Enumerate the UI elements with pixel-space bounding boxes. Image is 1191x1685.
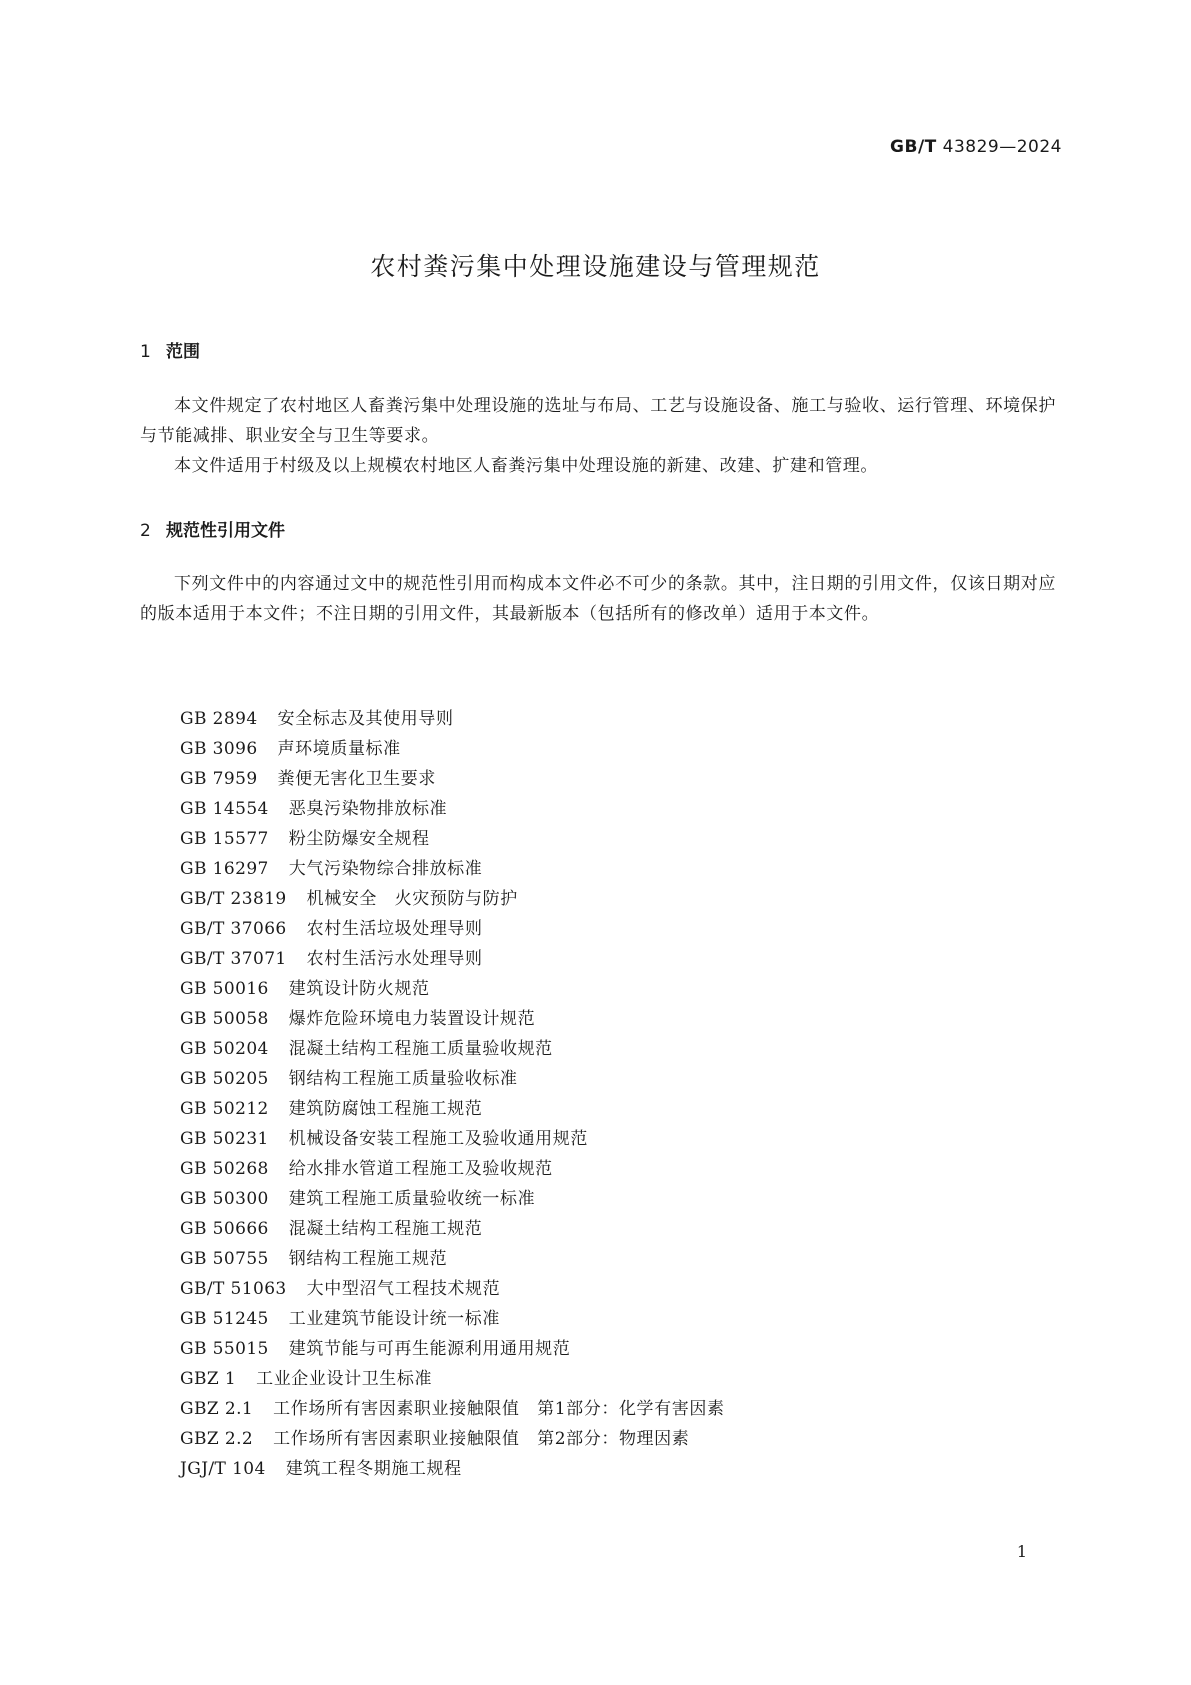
reference-code: GB 15577 [180, 829, 269, 849]
document-title: 农村粪污集中处理设施建设与管理规范 [370, 252, 821, 281]
reference-title: 恶臭污染物排放标准 [288, 799, 448, 819]
reference-item [180, 1154, 725, 1184]
section-1-number: 1 [140, 342, 151, 362]
reference-item [180, 854, 725, 884]
page-number: 1 [1016, 1542, 1027, 1561]
reference-code: GB 50212 [180, 1099, 269, 1119]
reference-title: 农村生活污水处理导则 [306, 949, 483, 969]
reference-title: 大中型沼气工程技术规范 [306, 1279, 501, 1299]
reference-item [180, 914, 725, 944]
reference-code: GB 7959 [180, 769, 258, 789]
reference-code: GBZ 1 [180, 1369, 237, 1389]
reference-code: GB 51245 [180, 1309, 269, 1329]
standard-number [890, 137, 1062, 157]
reference-title: 机械设备安装工程施工及验收通用规范 [288, 1129, 588, 1149]
reference-code: GB 50231 [180, 1129, 269, 1149]
reference-code: GB 50755 [180, 1249, 269, 1269]
reference-code: GB 2894 [180, 709, 258, 729]
reference-title: 混凝土结构工程施工规范 [288, 1219, 483, 1239]
reference-item [180, 1034, 725, 1064]
reference-title: 建筑工程施工质量验收统一标准 [288, 1189, 536, 1209]
reference-item [180, 1304, 725, 1334]
reference-title: 粉尘防爆安全规程 [288, 829, 430, 849]
reference-item [180, 944, 725, 974]
reference-code: GB 55015 [180, 1339, 269, 1359]
reference-item [180, 704, 725, 734]
reference-title: 爆炸危险环境电力装置设计规范 [288, 1009, 536, 1029]
standard-prefix: GB/T [890, 137, 937, 157]
reference-item [180, 1364, 725, 1394]
reference-code: JGJ/T 104 [180, 1459, 266, 1479]
reference-item [180, 1064, 725, 1094]
reference-title: 钢结构工程施工质量验收标准 [288, 1069, 518, 1089]
section-1-heading [140, 337, 200, 362]
reference-code: GB 50058 [180, 1009, 269, 1029]
reference-title: 粪便无害化卫生要求 [277, 769, 436, 789]
reference-title: 声环境质量标准 [277, 739, 401, 759]
references-intro: 下列文件中的内容通过文中的规范性引用而构成本文件必不可少的条款。其中，注日期的引用文件，仅该日期对应的版本适用于本文件；不注日期的引用文件，其最新版本（包括所有的修改单）适用于本文件。 [140, 574, 1056, 624]
reference-code: GB 3096 [180, 739, 258, 759]
reference-code: GB/T 51063 [180, 1279, 287, 1299]
reference-item [180, 824, 725, 854]
reference-item [180, 974, 725, 1004]
standard-code: 43829—2024 [942, 137, 1062, 157]
reference-item [180, 1334, 725, 1364]
scope-paragraph-2: 本文件适用于村级及以上规模农村地区人畜粪污集中处理设施的新建、改建、扩建和管理。 [174, 456, 878, 476]
reference-code: GB/T 23819 [180, 889, 287, 909]
reference-item [180, 1244, 725, 1274]
reference-code: GB 14554 [180, 799, 269, 819]
reference-title: 建筑设计防火规范 [288, 979, 430, 999]
reference-code: GB/T 37066 [180, 919, 287, 939]
reference-title: 工作场所有害因素职业接触限值 第2部分：物理因素 [273, 1429, 690, 1449]
reference-list [180, 704, 725, 1484]
reference-item [180, 734, 725, 764]
reference-item [180, 1454, 725, 1484]
reference-item [180, 1214, 725, 1244]
reference-code: GBZ 2.2 [180, 1429, 254, 1449]
reference-code: GB 16297 [180, 859, 269, 879]
reference-item [180, 1124, 725, 1154]
reference-title: 混凝土结构工程施工质量验收规范 [288, 1039, 553, 1059]
reference-item [180, 764, 725, 794]
reference-code: GBZ 2.1 [180, 1399, 254, 1419]
reference-item [180, 1004, 725, 1034]
section-1-title: 范围 [166, 342, 200, 362]
reference-item [180, 1274, 725, 1304]
section-2-title: 规范性引用文件 [166, 521, 285, 541]
reference-title: 工业建筑节能设计统一标准 [288, 1309, 500, 1329]
reference-code: GB 50268 [180, 1159, 269, 1179]
reference-title: 农村生活垃圾处理导则 [306, 919, 483, 939]
reference-item [180, 884, 725, 914]
reference-title: 安全标志及其使用导则 [277, 709, 454, 729]
reference-title: 给水排水管道工程施工及验收规范 [288, 1159, 553, 1179]
reference-title: 建筑工程冬期施工规程 [285, 1459, 462, 1479]
section-2-heading [140, 516, 285, 541]
reference-title: 机械安全 火灾预防与防护 [306, 889, 518, 909]
reference-item [180, 1424, 725, 1454]
reference-item [180, 1184, 725, 1214]
reference-code: GB 50204 [180, 1039, 269, 1059]
reference-item [180, 794, 725, 824]
reference-code: GB/T 37071 [180, 949, 287, 969]
reference-item [180, 1394, 725, 1424]
reference-code: GB 50205 [180, 1069, 269, 1089]
section-2-number: 2 [140, 521, 151, 541]
reference-title: 建筑防腐蚀工程施工规范 [288, 1099, 483, 1119]
scope-paragraph-1: 本文件规定了农村地区人畜粪污集中处理设施的选址与布局、工艺与设施设备、施工与验收、运行管理、环境保护与节能减排、职业安全与卫生等要求。 [140, 396, 1056, 446]
reference-code: GB 50016 [180, 979, 269, 999]
reference-title: 大气污染物综合排放标准 [288, 859, 483, 879]
reference-code: GB 50666 [180, 1219, 269, 1239]
reference-title: 工业企业设计卫生标准 [256, 1369, 433, 1389]
reference-title: 钢结构工程施工规范 [288, 1249, 448, 1269]
reference-item [180, 1094, 725, 1124]
reference-title: 工作场所有害因素职业接触限值 第1部分：化学有害因素 [273, 1399, 725, 1419]
reference-title: 建筑节能与可再生能源利用通用规范 [288, 1339, 571, 1359]
reference-code: GB 50300 [180, 1189, 269, 1209]
